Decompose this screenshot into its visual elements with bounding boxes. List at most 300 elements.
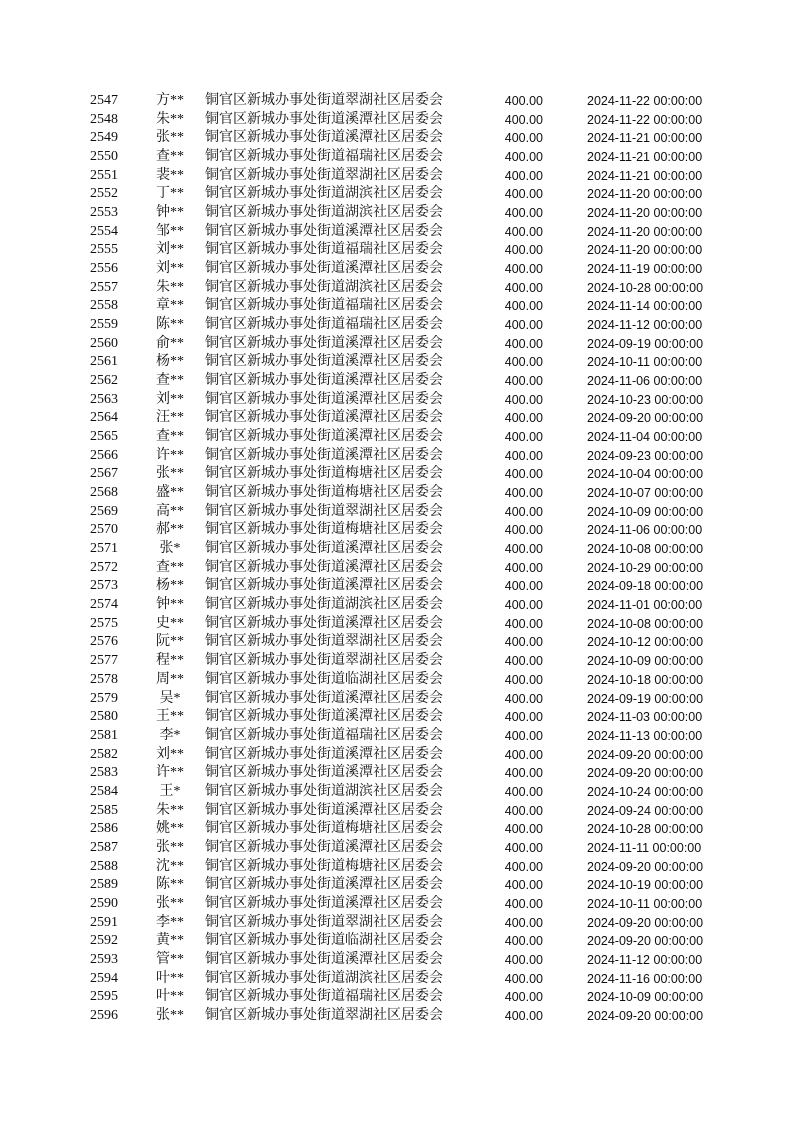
timestamp-cell: 2024-11-16 00:00:00 bbox=[587, 971, 703, 986]
masked-name-cell: 章** bbox=[156, 298, 184, 314]
organization-cell: 铜官区新城办事处街道溪潭社区居委会 bbox=[205, 615, 443, 631]
amount-cell: 400.00 bbox=[504, 336, 543, 351]
serial-number-cell: 2551 bbox=[90, 167, 118, 183]
amount-cell: 400.00 bbox=[504, 1008, 543, 1023]
masked-name-cell: 方** bbox=[156, 93, 184, 108]
masked-name-cell: 张** bbox=[156, 895, 184, 911]
table-row bbox=[0, 465, 793, 484]
table-row bbox=[0, 185, 793, 204]
amount-cell: 400.00 bbox=[504, 934, 543, 949]
amount-cell: 400.00 bbox=[504, 822, 543, 837]
masked-name-cell: 查** bbox=[156, 373, 184, 389]
amount-cell: 400.00 bbox=[504, 915, 543, 930]
amount-cell: 400.00 bbox=[504, 374, 543, 389]
amount-cell: 400.00 bbox=[504, 616, 543, 631]
organization-cell: 铜官区新城办事处街道梅塘社区居委会 bbox=[205, 522, 443, 538]
table-row bbox=[0, 951, 793, 970]
masked-name-cell: 查** bbox=[156, 559, 184, 575]
masked-name-cell: 李** bbox=[156, 914, 184, 930]
serial-number-cell: 2595 bbox=[90, 989, 118, 1005]
organization-cell: 铜官区新城办事处街道溪潭社区居委会 bbox=[205, 951, 443, 967]
masked-name-cell: 杨** bbox=[156, 578, 184, 594]
amount-cell: 400.00 bbox=[504, 710, 543, 725]
masked-name-cell: 许** bbox=[156, 765, 184, 781]
timestamp-cell: 2024-09-20 00:00:00 bbox=[587, 766, 704, 781]
masked-name-cell: 张* bbox=[159, 541, 181, 557]
masked-name-cell: 黄** bbox=[156, 933, 184, 949]
table-row bbox=[0, 428, 793, 447]
table-row bbox=[0, 521, 793, 540]
timestamp-cell: 2024-11-20 00:00:00 bbox=[587, 243, 703, 258]
timestamp-cell: 2024-09-20 00:00:00 bbox=[587, 859, 704, 874]
serial-number-cell: 2583 bbox=[90, 765, 118, 781]
organization-cell: 铜官区新城办事处街道溪潭社区居委会 bbox=[205, 746, 443, 762]
serial-number-cell: 2563 bbox=[90, 391, 118, 407]
masked-name-cell: 许** bbox=[156, 447, 184, 463]
masked-name-cell: 叶** bbox=[156, 970, 184, 986]
amount-cell: 400.00 bbox=[504, 747, 543, 762]
timestamp-cell: 2024-10-12 00:00:00 bbox=[587, 635, 704, 650]
amount-cell: 400.00 bbox=[504, 784, 543, 799]
organization-cell: 铜官区新城办事处街道溪潭社区居委会 bbox=[205, 111, 443, 127]
organization-cell: 铜官区新城办事处街道梅塘社区居委会 bbox=[205, 821, 443, 837]
serial-number-cell: 2567 bbox=[90, 466, 118, 482]
amount-cell: 400.00 bbox=[504, 560, 543, 575]
serial-number-cell: 2557 bbox=[90, 279, 118, 295]
masked-name-cell: 阮** bbox=[156, 634, 184, 650]
table-row bbox=[0, 596, 793, 615]
timestamp-cell: 2024-11-22 00:00:00 bbox=[587, 112, 703, 127]
amount-cell: 400.00 bbox=[504, 355, 543, 370]
masked-name-cell: 陈** bbox=[156, 317, 184, 333]
organization-cell: 铜官区新城办事处街道溪潭社区居委会 bbox=[205, 354, 443, 370]
serial-number-cell: 2550 bbox=[90, 149, 118, 165]
timestamp-cell: 2024-09-20 00:00:00 bbox=[587, 411, 704, 426]
amount-cell: 400.00 bbox=[504, 859, 543, 874]
serial-number-cell: 2575 bbox=[90, 615, 118, 631]
timestamp-cell: 2024-10-28 00:00:00 bbox=[587, 822, 704, 837]
organization-cell: 铜官区新城办事处街道翠湖社区居委会 bbox=[205, 634, 443, 650]
organization-cell: 铜官区新城办事处街道溪潭社区居委会 bbox=[205, 261, 443, 277]
table-row bbox=[0, 167, 793, 186]
table-row bbox=[0, 858, 793, 877]
amount-cell: 400.00 bbox=[504, 952, 543, 967]
timestamp-cell: 2024-11-12 00:00:00 bbox=[587, 318, 703, 333]
masked-name-cell: 沈** bbox=[156, 858, 184, 874]
serial-number-cell: 2568 bbox=[90, 485, 118, 501]
timestamp-cell: 2024-10-29 00:00:00 bbox=[587, 560, 704, 575]
timestamp-cell: 2024-10-11 00:00:00 bbox=[587, 355, 703, 370]
amount-cell: 400.00 bbox=[504, 840, 543, 855]
table-row bbox=[0, 129, 793, 148]
table-row bbox=[0, 559, 793, 578]
masked-name-cell: 刘** bbox=[156, 242, 184, 258]
serial-number-cell: 2591 bbox=[90, 914, 118, 930]
table-row bbox=[0, 764, 793, 783]
timestamp-cell: 2024-11-21 00:00:00 bbox=[587, 150, 703, 165]
masked-name-cell: 刘** bbox=[156, 746, 184, 762]
amount-cell: 400.00 bbox=[504, 131, 543, 146]
table-row bbox=[0, 540, 793, 559]
masked-name-cell: 丁** bbox=[156, 186, 184, 202]
organization-cell: 铜官区新城办事处街道福瑞社区居委会 bbox=[205, 242, 443, 258]
amount-cell: 400.00 bbox=[504, 672, 543, 687]
masked-name-cell: 王* bbox=[159, 783, 181, 799]
table-row bbox=[0, 353, 793, 372]
table-row bbox=[0, 111, 793, 130]
organization-cell: 铜官区新城办事处街道翠湖社区居委会 bbox=[205, 1007, 443, 1023]
masked-name-cell: 张** bbox=[156, 839, 184, 855]
masked-name-cell: 钟** bbox=[156, 597, 184, 613]
serial-number-cell: 2552 bbox=[90, 186, 118, 202]
timestamp-cell: 2024-11-20 00:00:00 bbox=[587, 206, 703, 221]
organization-cell: 铜官区新城办事处街道福瑞社区居委会 bbox=[205, 298, 443, 314]
serial-number-cell: 2566 bbox=[90, 447, 118, 463]
organization-cell: 铜官区新城办事处街道湖滨社区居委会 bbox=[205, 970, 443, 986]
amount-cell: 400.00 bbox=[504, 224, 543, 239]
timestamp-cell: 2024-11-14 00:00:00 bbox=[587, 299, 703, 314]
table-row bbox=[0, 988, 793, 1007]
organization-cell: 铜官区新城办事处街道溪潭社区居委会 bbox=[205, 541, 443, 557]
masked-name-cell: 朱** bbox=[156, 111, 184, 127]
table-row bbox=[0, 839, 793, 858]
table-row bbox=[0, 484, 793, 503]
amount-cell: 400.00 bbox=[504, 803, 543, 818]
serial-number-cell: 2582 bbox=[90, 746, 118, 762]
timestamp-cell: 2024-11-03 00:00:00 bbox=[587, 710, 703, 725]
timestamp-cell: 2024-10-11 00:00:00 bbox=[587, 896, 703, 911]
serial-number-cell: 2564 bbox=[90, 410, 118, 426]
serial-number-cell: 2594 bbox=[90, 970, 118, 986]
amount-cell: 400.00 bbox=[504, 318, 543, 333]
timestamp-cell: 2024-11-19 00:00:00 bbox=[587, 262, 703, 277]
organization-cell: 铜官区新城办事处街道梅塘社区居委会 bbox=[205, 466, 443, 482]
masked-name-cell: 张** bbox=[156, 466, 184, 482]
organization-cell: 铜官区新城办事处街道溪潭社区居委会 bbox=[205, 373, 443, 389]
organization-cell: 铜官区新城办事处街道福瑞社区居委会 bbox=[205, 727, 443, 743]
organization-cell: 铜官区新城办事处街道梅塘社区居委会 bbox=[205, 485, 443, 501]
timestamp-cell: 2024-10-08 00:00:00 bbox=[587, 542, 704, 557]
amount-cell: 400.00 bbox=[504, 94, 543, 108]
organization-cell: 铜官区新城办事处街道溪潭社区居委会 bbox=[205, 335, 443, 351]
table-row bbox=[0, 316, 793, 335]
timestamp-cell: 2024-09-18 00:00:00 bbox=[587, 579, 704, 594]
amount-cell: 400.00 bbox=[504, 280, 543, 295]
table-row bbox=[0, 708, 793, 727]
timestamp-cell: 2024-09-20 00:00:00 bbox=[587, 747, 704, 762]
table-row bbox=[0, 895, 793, 914]
timestamp-cell: 2024-11-20 00:00:00 bbox=[587, 187, 703, 202]
timestamp-cell: 2024-11-13 00:00:00 bbox=[587, 728, 703, 743]
timestamp-cell: 2024-10-24 00:00:00 bbox=[587, 784, 704, 799]
table-row bbox=[0, 335, 793, 354]
serial-number-cell: 2593 bbox=[90, 951, 118, 967]
serial-number-cell: 2565 bbox=[90, 429, 118, 445]
timestamp-cell: 2024-10-28 00:00:00 bbox=[587, 280, 704, 295]
masked-name-cell: 朱** bbox=[156, 279, 184, 295]
table-row bbox=[0, 970, 793, 989]
masked-name-cell: 杨** bbox=[156, 354, 184, 370]
serial-number-cell: 2555 bbox=[90, 242, 118, 258]
organization-cell: 铜官区新城办事处街道湖滨社区居委会 bbox=[205, 783, 443, 799]
amount-cell: 400.00 bbox=[504, 112, 543, 127]
timestamp-cell: 2024-10-09 00:00:00 bbox=[587, 504, 704, 519]
table-row bbox=[0, 223, 793, 242]
serial-number-cell: 2585 bbox=[90, 802, 118, 818]
table-row bbox=[0, 577, 793, 596]
table-row bbox=[0, 633, 793, 652]
organization-cell: 铜官区新城办事处街道溪潭社区居委会 bbox=[205, 410, 443, 426]
serial-number-cell: 2569 bbox=[90, 503, 118, 519]
table-row bbox=[0, 652, 793, 671]
organization-cell: 铜官区新城办事处街道临湖社区居委会 bbox=[205, 671, 443, 687]
serial-number-cell: 2559 bbox=[90, 317, 118, 333]
timestamp-cell: 2024-09-23 00:00:00 bbox=[587, 448, 704, 463]
serial-number-cell: 2587 bbox=[90, 839, 118, 855]
amount-cell: 400.00 bbox=[504, 168, 543, 183]
masked-name-cell: 郝** bbox=[156, 522, 184, 538]
serial-number-cell: 2553 bbox=[90, 205, 118, 221]
serial-number-cell: 2547 bbox=[90, 93, 118, 108]
table-row bbox=[0, 671, 793, 690]
masked-name-cell: 史** bbox=[156, 615, 184, 631]
organization-cell: 铜官区新城办事处街道溪潭社区居委会 bbox=[205, 447, 443, 463]
amount-cell: 400.00 bbox=[504, 542, 543, 557]
organization-cell: 铜官区新城办事处街道溪潭社区居委会 bbox=[205, 690, 443, 706]
masked-name-cell: 张** bbox=[156, 130, 184, 146]
serial-number-cell: 2561 bbox=[90, 354, 118, 370]
masked-name-cell: 刘** bbox=[156, 261, 184, 277]
serial-number-cell: 2576 bbox=[90, 634, 118, 650]
amount-cell: 400.00 bbox=[504, 654, 543, 669]
table-row bbox=[0, 391, 793, 410]
organization-cell: 铜官区新城办事处街道翠湖社区居委会 bbox=[205, 914, 443, 930]
organization-cell: 铜官区新城办事处街道福瑞社区居委会 bbox=[205, 149, 443, 165]
table-row bbox=[0, 148, 793, 167]
organization-cell: 铜官区新城办事处街道溪潭社区居委会 bbox=[205, 578, 443, 594]
records-table bbox=[0, 92, 793, 1026]
timestamp-cell: 2024-09-20 00:00:00 bbox=[587, 934, 704, 949]
timestamp-cell: 2024-10-08 00:00:00 bbox=[587, 616, 704, 631]
timestamp-cell: 2024-11-22 00:00:00 bbox=[587, 94, 703, 108]
serial-number-cell: 2581 bbox=[90, 727, 118, 743]
masked-name-cell: 高** bbox=[156, 503, 184, 519]
masked-name-cell: 盛** bbox=[156, 485, 184, 501]
timestamp-cell: 2024-10-18 00:00:00 bbox=[587, 672, 704, 687]
timestamp-cell: 2024-09-19 00:00:00 bbox=[587, 691, 704, 706]
amount-cell: 400.00 bbox=[504, 598, 543, 613]
table-row bbox=[0, 615, 793, 634]
amount-cell: 400.00 bbox=[504, 728, 543, 743]
table-row bbox=[0, 447, 793, 466]
serial-number-cell: 2554 bbox=[90, 223, 118, 239]
masked-name-cell: 查** bbox=[156, 429, 184, 445]
table-row bbox=[0, 409, 793, 428]
timestamp-cell: 2024-11-11 00:00:00 bbox=[587, 840, 702, 855]
serial-number-cell: 2584 bbox=[90, 783, 118, 799]
masked-name-cell: 张** bbox=[156, 1007, 184, 1023]
serial-number-cell: 2573 bbox=[90, 578, 118, 594]
organization-cell: 铜官区新城办事处街道翠湖社区居委会 bbox=[205, 503, 443, 519]
amount-cell: 400.00 bbox=[504, 486, 543, 501]
serial-number-cell: 2586 bbox=[90, 821, 118, 837]
organization-cell: 铜官区新城办事处街道溪潭社区居委会 bbox=[205, 429, 443, 445]
timestamp-cell: 2024-10-19 00:00:00 bbox=[587, 878, 704, 893]
timestamp-cell: 2024-09-24 00:00:00 bbox=[587, 803, 704, 818]
serial-number-cell: 2560 bbox=[90, 335, 118, 351]
amount-cell: 400.00 bbox=[504, 635, 543, 650]
amount-cell: 400.00 bbox=[504, 878, 543, 893]
timestamp-cell: 2024-09-20 00:00:00 bbox=[587, 915, 704, 930]
serial-number-cell: 2558 bbox=[90, 298, 118, 314]
table-row bbox=[0, 260, 793, 279]
masked-name-cell: 钟** bbox=[156, 205, 184, 221]
table-row bbox=[0, 297, 793, 316]
masked-name-cell: 刘** bbox=[156, 391, 184, 407]
serial-number-cell: 2562 bbox=[90, 373, 118, 389]
amount-cell: 400.00 bbox=[504, 896, 543, 911]
table-row bbox=[0, 204, 793, 223]
amount-cell: 400.00 bbox=[504, 448, 543, 463]
amount-cell: 400.00 bbox=[504, 430, 543, 445]
timestamp-cell: 2024-10-09 00:00:00 bbox=[587, 990, 704, 1005]
organization-cell: 铜官区新城办事处街道福瑞社区居委会 bbox=[205, 317, 443, 333]
serial-number-cell: 2549 bbox=[90, 130, 118, 146]
masked-name-cell: 查** bbox=[156, 149, 184, 165]
table-row bbox=[0, 279, 793, 298]
table-row bbox=[0, 932, 793, 951]
timestamp-cell: 2024-11-06 00:00:00 bbox=[587, 374, 703, 389]
table-row bbox=[0, 372, 793, 391]
serial-number-cell: 2578 bbox=[90, 671, 118, 687]
amount-cell: 400.00 bbox=[504, 392, 543, 407]
timestamp-cell: 2024-11-21 00:00:00 bbox=[587, 131, 703, 146]
table-row bbox=[0, 241, 793, 260]
timestamp-cell: 2024-11-04 00:00:00 bbox=[587, 430, 703, 445]
serial-number-cell: 2574 bbox=[90, 597, 118, 613]
masked-name-cell: 周** bbox=[156, 671, 184, 687]
organization-cell: 铜官区新城办事处街道溪潭社区居委会 bbox=[205, 130, 443, 146]
masked-name-cell: 邹** bbox=[156, 223, 184, 239]
serial-number-cell: 2556 bbox=[90, 261, 118, 277]
timestamp-cell: 2024-11-20 00:00:00 bbox=[587, 224, 703, 239]
organization-cell: 铜官区新城办事处街道湖滨社区居委会 bbox=[205, 279, 443, 295]
timestamp-cell: 2024-10-04 00:00:00 bbox=[587, 467, 704, 482]
timestamp-cell: 2024-10-07 00:00:00 bbox=[587, 486, 704, 501]
timestamp-cell: 2024-11-12 00:00:00 bbox=[587, 952, 703, 967]
table-row bbox=[0, 1007, 793, 1026]
organization-cell: 铜官区新城办事处街道湖滨社区居委会 bbox=[205, 205, 443, 221]
amount-cell: 400.00 bbox=[504, 990, 543, 1005]
masked-name-cell: 李* bbox=[159, 727, 181, 743]
serial-number-cell: 2570 bbox=[90, 522, 118, 538]
table-row bbox=[0, 727, 793, 746]
serial-number-cell: 2572 bbox=[90, 559, 118, 575]
masked-name-cell: 汪** bbox=[156, 410, 184, 426]
timestamp-cell: 2024-10-23 00:00:00 bbox=[587, 392, 704, 407]
amount-cell: 400.00 bbox=[504, 579, 543, 594]
serial-number-cell: 2588 bbox=[90, 858, 118, 874]
amount-cell: 400.00 bbox=[504, 206, 543, 221]
masked-name-cell: 俞** bbox=[156, 335, 184, 351]
masked-name-cell: 裴** bbox=[156, 167, 184, 183]
masked-name-cell: 叶** bbox=[156, 989, 184, 1005]
organization-cell: 铜官区新城办事处街道溪潭社区居委会 bbox=[205, 839, 443, 855]
organization-cell: 铜官区新城办事处街道溪潭社区居委会 bbox=[205, 877, 443, 893]
serial-number-cell: 2590 bbox=[90, 895, 118, 911]
organization-cell: 铜官区新城办事处街道溪潭社区居委会 bbox=[205, 391, 443, 407]
timestamp-cell: 2024-11-01 00:00:00 bbox=[587, 598, 703, 613]
masked-name-cell: 朱** bbox=[156, 802, 184, 818]
masked-name-cell: 王** bbox=[156, 709, 184, 725]
masked-name-cell: 程** bbox=[156, 653, 184, 669]
amount-cell: 400.00 bbox=[504, 971, 543, 986]
organization-cell: 铜官区新城办事处街道翠湖社区居委会 bbox=[205, 167, 443, 183]
amount-cell: 400.00 bbox=[504, 150, 543, 165]
serial-number-cell: 2579 bbox=[90, 690, 118, 706]
organization-cell: 铜官区新城办事处街道翠湖社区居委会 bbox=[205, 653, 443, 669]
amount-cell: 400.00 bbox=[504, 691, 543, 706]
organization-cell: 铜官区新城办事处街道湖滨社区居委会 bbox=[205, 597, 443, 613]
table-row bbox=[0, 783, 793, 802]
masked-name-cell: 姚** bbox=[156, 821, 184, 837]
table-row bbox=[0, 914, 793, 933]
table-row bbox=[0, 690, 793, 709]
timestamp-cell: 2024-11-06 00:00:00 bbox=[587, 523, 703, 538]
organization-cell: 铜官区新城办事处街道溪潭社区居委会 bbox=[205, 765, 443, 781]
organization-cell: 铜官区新城办事处街道溪潭社区居委会 bbox=[205, 802, 443, 818]
amount-cell: 400.00 bbox=[504, 467, 543, 482]
serial-number-cell: 2580 bbox=[90, 709, 118, 725]
serial-number-cell: 2577 bbox=[90, 653, 118, 669]
masked-name-cell: 陈** bbox=[156, 877, 184, 893]
organization-cell: 铜官区新城办事处街道溪潭社区居委会 bbox=[205, 559, 443, 575]
masked-name-cell: 吴* bbox=[159, 690, 181, 706]
organization-cell: 铜官区新城办事处街道福瑞社区居委会 bbox=[205, 989, 443, 1005]
table-row bbox=[0, 876, 793, 895]
amount-cell: 400.00 bbox=[504, 187, 543, 202]
timestamp-cell: 2024-10-09 00:00:00 bbox=[587, 654, 704, 669]
timestamp-cell: 2024-09-19 00:00:00 bbox=[587, 336, 704, 351]
serial-number-cell: 2596 bbox=[90, 1007, 118, 1023]
timestamp-cell: 2024-09-20 00:00:00 bbox=[587, 1008, 704, 1023]
serial-number-cell: 2592 bbox=[90, 933, 118, 949]
amount-cell: 400.00 bbox=[504, 243, 543, 258]
organization-cell: 铜官区新城办事处街道溪潭社区居委会 bbox=[205, 223, 443, 239]
serial-number-cell: 2548 bbox=[90, 111, 118, 127]
organization-cell: 铜官区新城办事处街道湖滨社区居委会 bbox=[205, 186, 443, 202]
amount-cell: 400.00 bbox=[504, 504, 543, 519]
organization-cell: 铜官区新城办事处街道溪潭社区居委会 bbox=[205, 709, 443, 725]
table-row bbox=[0, 820, 793, 839]
table-row bbox=[0, 503, 793, 522]
serial-number-cell: 2589 bbox=[90, 877, 118, 893]
table-row bbox=[0, 802, 793, 821]
table-row bbox=[0, 92, 793, 111]
organization-cell: 铜官区新城办事处街道临湖社区居委会 bbox=[205, 933, 443, 949]
amount-cell: 400.00 bbox=[504, 766, 543, 781]
organization-cell: 铜官区新城办事处街道溪潭社区居委会 bbox=[205, 895, 443, 911]
serial-number-cell: 2571 bbox=[90, 541, 118, 557]
amount-cell: 400.00 bbox=[504, 523, 543, 538]
amount-cell: 400.00 bbox=[504, 299, 543, 314]
table-row bbox=[0, 746, 793, 765]
organization-cell: 铜官区新城办事处街道翠湖社区居委会 bbox=[205, 93, 443, 108]
amount-cell: 400.00 bbox=[504, 411, 543, 426]
organization-cell: 铜官区新城办事处街道梅塘社区居委会 bbox=[205, 858, 443, 874]
masked-name-cell: 管** bbox=[156, 951, 184, 967]
timestamp-cell: 2024-11-21 00:00:00 bbox=[587, 168, 703, 183]
